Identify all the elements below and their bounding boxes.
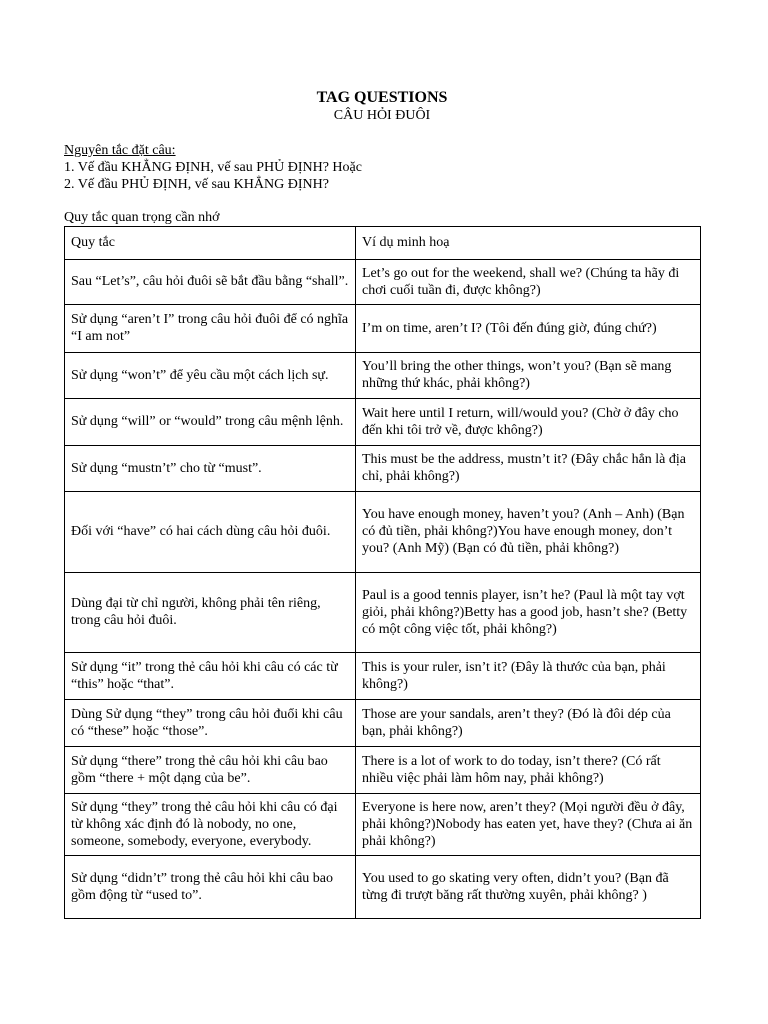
rule-cell: Sử dụng “didn’t” trong thẻ câu hỏi khi câu bao gồm động từ “used to”. [65, 856, 356, 919]
table-row [65, 747, 701, 794]
table-row [65, 794, 701, 856]
rules-heading: Nguyên tắc đặt câu: [64, 143, 176, 158]
example-cell: Wait here until I return, will/would you? (Chờ ở đây cho đến khi tôi trở về, được không?) [356, 399, 701, 446]
rule-cell: Sử dụng “won’t” để yêu cầu một cách lịch sự. [65, 353, 356, 399]
rule-cell: Sử dụng “it” trong thẻ câu hỏi khi câu có các từ “this” hoặc “that”. [65, 653, 356, 700]
table-row [65, 305, 701, 353]
table-row [65, 260, 701, 305]
example-cell: Let’s go out for the weekend, shall we? (Chúng ta hãy đi chơi cuối tuần đi, được không?) [356, 260, 701, 305]
table-row [65, 856, 701, 919]
rule-cell: Sử dụng “aren’t I” trong câu hỏi đuôi để có nghĩa “I am not” [65, 305, 356, 353]
rule-cell: Dùng Sử dụng “they” trong câu hỏi đuổi khi câu có “these” hoặc “those”. [65, 700, 356, 747]
rule-cell: Đối với “have” có hai cách dùng câu hỏi đuôi. [65, 492, 356, 573]
rule-line-1: 1. Vế đầu KHẲNG ĐỊNH, vế sau PHỦ ĐỊNH? Hoặc [64, 160, 362, 175]
example-cell: I’m on time, aren’t I? (Tôi đến đúng giờ, đúng chứ?) [356, 305, 701, 353]
rule-line-2: 2. Vế đầu PHỦ ĐỊNH, vế sau KHẲNG ĐỊNH? [64, 177, 329, 192]
example-cell: Those are your sandals, aren’t they? (Đó là đôi dép của bạn, phải không?) [356, 700, 701, 747]
table-row [65, 446, 701, 492]
document-title: TAG QUESTIONS [316, 89, 448, 106]
table-row [65, 492, 701, 573]
example-cell: Paul is a good tennis player, isn’t he? (Paul là một tay vợt giỏi, phải không?)Betty has a good job, hasn’t she? (Betty có một công việc tốt, phải không?) [356, 573, 701, 653]
document-subtitle: CÂU HỎI ĐUÔI [333, 108, 431, 123]
rule-cell: Dùng đại từ chỉ người, không phải tên riêng, trong câu hỏi đuôi. [65, 573, 356, 653]
table-row [65, 653, 701, 700]
rule-cell: Sử dụng “mustn’t” cho từ “must”. [65, 446, 356, 492]
table-caption: Quy tắc quan trọng cần nhớ [64, 210, 220, 225]
table-header-row [65, 227, 701, 260]
rule-cell: Sử dụng “will” or “would” trong câu mệnh lệnh. [65, 399, 356, 446]
example-cell: There is a lot of work to do today, isn’t there? (Có rất nhiều việc phải làm hôm nay, phải không?) [356, 747, 701, 794]
rules-table [64, 226, 701, 919]
example-cell: Everyone is here now, aren’t they? (Mọi người đều ở đây, phải không?)Nobody has eaten yet, have they? (Chưa ai ăn phải không?) [356, 794, 701, 856]
table-row [65, 573, 701, 653]
rule-cell: Sử dụng “there” trong thẻ câu hỏi khi câu bao gồm “there + một dạng của be”. [65, 747, 356, 794]
table-row [65, 353, 701, 399]
example-cell: This is your ruler, isn’t it? (Đây là thước của bạn, phải không?) [356, 653, 701, 700]
example-cell: You’ll bring the other things, won’t you? (Bạn sẽ mang những thứ khác, phải không?) [356, 353, 701, 399]
header-example: Ví dụ minh hoạ [356, 227, 701, 260]
rule-cell: Sau “Let’s”, câu hỏi đuôi sẽ bắt đầu bằng “shall”. [65, 260, 356, 305]
example-cell: You used to go skating very often, didn’t you? (Bạn đã từng đi trượt băng rất thường xuyên, phải không? ) [356, 856, 701, 919]
document-page [64, 88, 700, 919]
header-rule: Quy tắc [65, 227, 356, 260]
example-cell: You have enough money, haven’t you? (Anh – Anh) (Bạn có đủ tiền, phải không?)You have enough money, don’t you? (Anh Mỹ) (Bạn có đủ tiền, phải không?) [356, 492, 701, 573]
table-row [65, 700, 701, 747]
example-cell: This must be the address, mustn’t it? (Đây chắc hẳn là địa chỉ, phải không?) [356, 446, 701, 492]
rule-cell: Sử dụng “they” trong thẻ câu hỏi khi câu có đại từ không xác định đó là nobody, no one, someone, somebody, everyone, everybody. [65, 794, 356, 856]
table-row [65, 399, 701, 446]
